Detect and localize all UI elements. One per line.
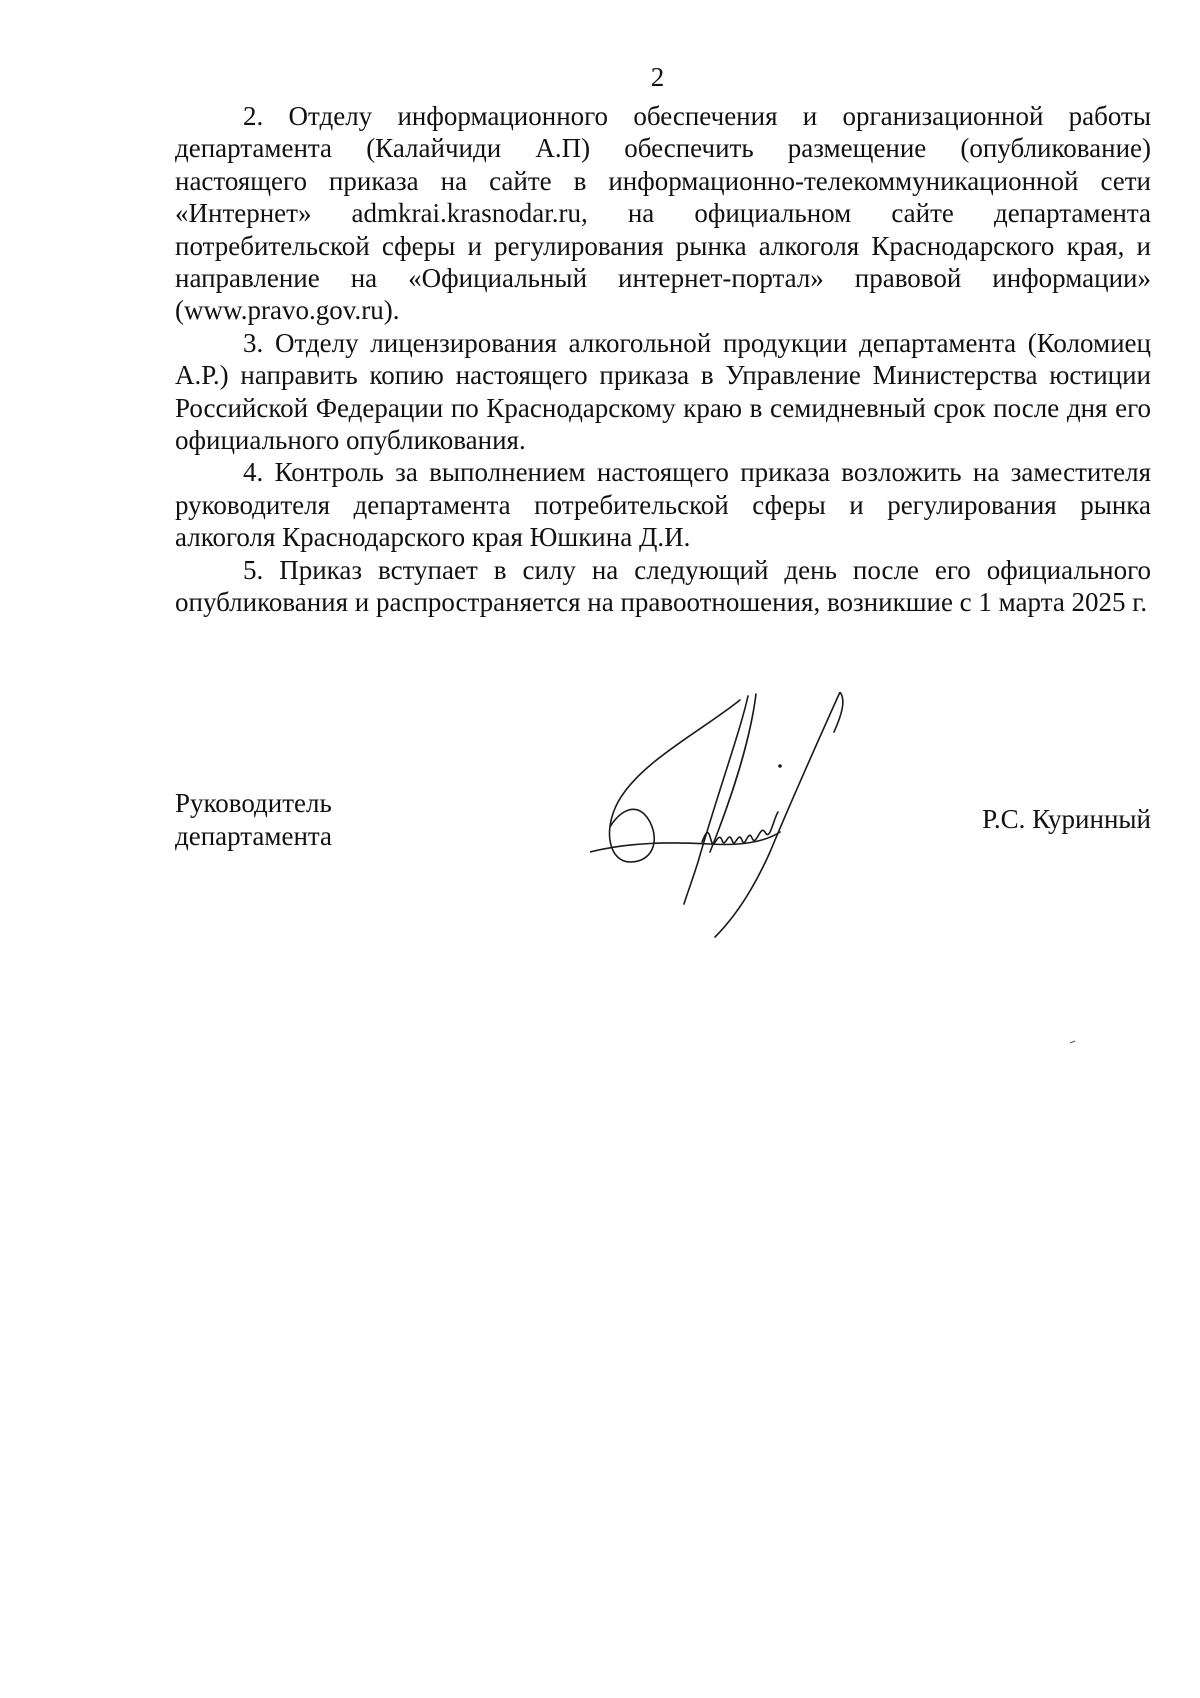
paragraph-3: 3. Отделу лицензирования алкогольной продукции департамента (Коломиец А.Р.) направить копию настоящего приказа в Управление Министерства юстиции Российской Федерации по Краснодарскому краю в семидневный срок после дня его официального опубликования. <box>175 327 1151 456</box>
page-number: 2 <box>650 62 665 92</box>
signatory-name: Р.С. Куринный <box>982 804 1151 834</box>
paragraph-5: 5. Приказ вступает в силу на следующий день после его официального опубликования и распространяется на правоотношения, возникшие с 1 марта 2025 г. <box>175 554 1151 618</box>
paragraph-4: 4. Контроль за выполнением настоящего приказа возложить на заместителя руководителя департамента потребительской сферы и регулирования рынка алкоголя Краснодарского края Юшкина Д.И. <box>175 457 1151 553</box>
signatory-title-line-1: Руководитель <box>175 788 332 818</box>
paragraph-2: 2. Отделу информационного обеспечения и организационной работы департамента (Калайчиди А.П) обеспечить размещение (опубликование) настоящего приказа на сайте в информационно-телекоммуникационной сети «Интернет» admkrai.krasnodar.ru, на официальном сайте департамента потребительской сферы и регулирования рынка алкоголя Краснодарского края, и направление на «Официальный интернет-портал» правовой информации» (www.pravo.gov.ru). <box>175 101 1151 326</box>
document-body <box>175 100 1151 619</box>
stray-mark-icon <box>1070 1040 1076 1044</box>
handwritten-signature-icon <box>590 692 880 942</box>
signatory-title-line-2: департамента <box>175 821 333 851</box>
signatory-title <box>175 787 332 853</box>
